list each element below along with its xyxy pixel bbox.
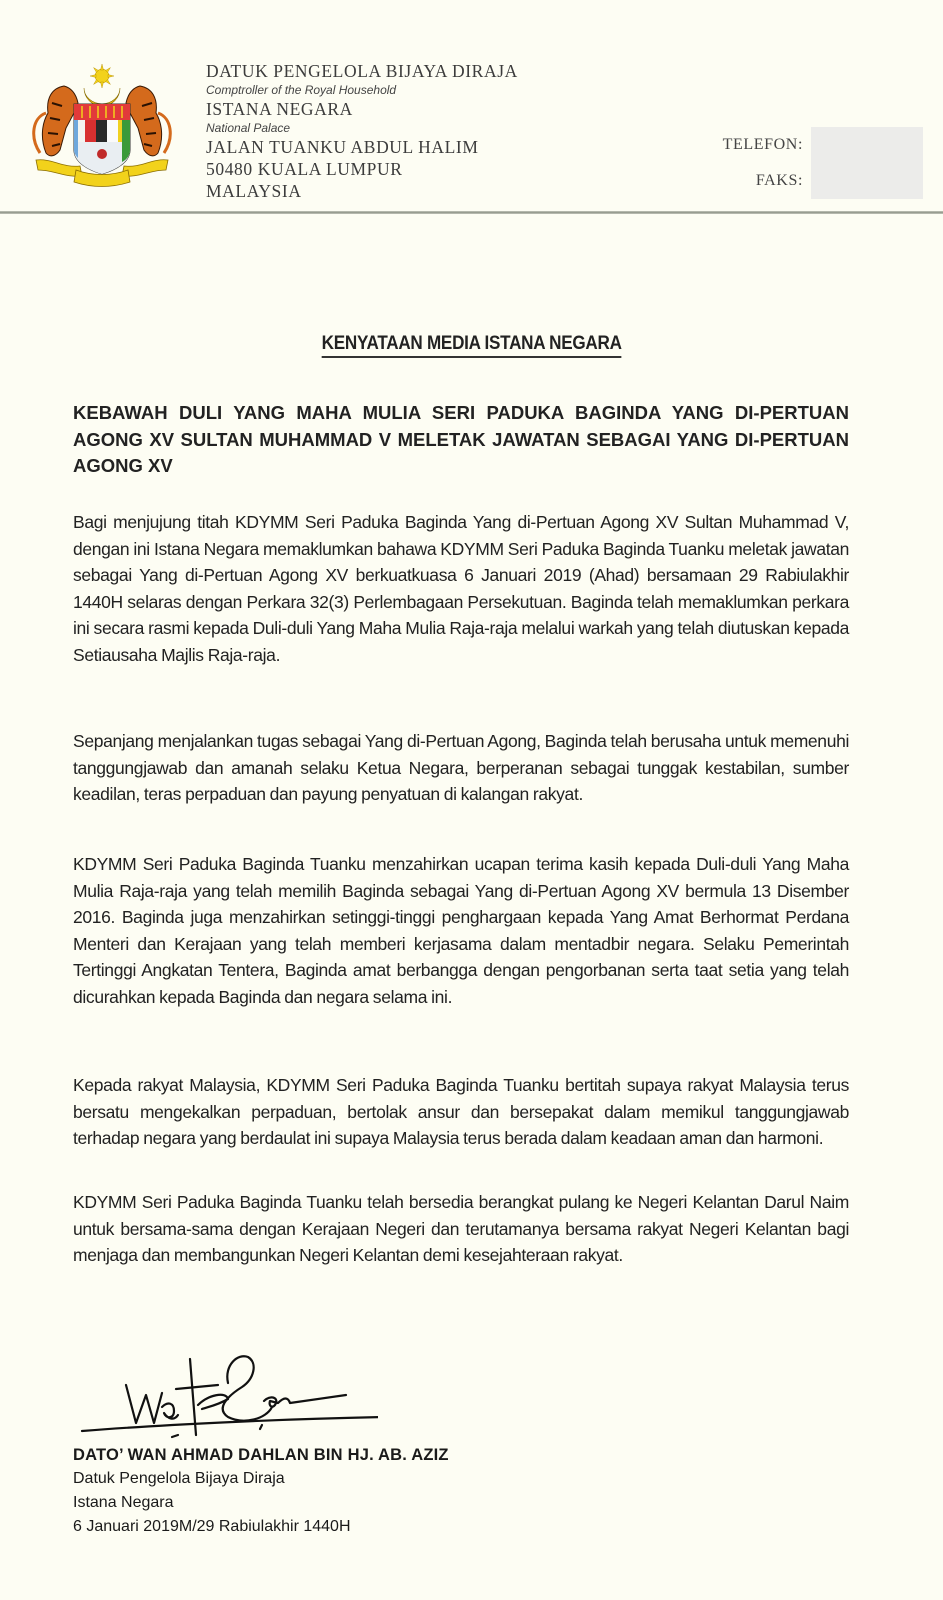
paragraph-3: KDYMM Seri Paduka Baginda Tuanku menzahirkan ucapan terima kasih kepada Duli-duli Yang Maha Mulia Raja-raja yang telah memilih Baginda sebagai Yang di-Pertuan Agong XV bermula 13 Disember 2016. Baginda juga menzahirkan setinggi-tinggi penghargaan kepada Yang Amat Berhormat Perdana Menteri dan Kerajaan yang telah memberi kerjasama dalam mentadbir negara. Selaku Pemerintah Tertinggi Angkatan Tentera, Baginda amat berbangga dengan pengorbanan serta taat setia yang telah dicurahkan kepada Baginda dan negara selama ini. <box>73 854 849 1007</box>
paragraph-1: Bagi menjujung titah KDYMM Seri Paduka Baginda Yang di-Pertuan Agong XV Sultan Muhammad V, dengan ini Istana Negara memaklumkan bahawa KDYMM Seri Paduka Baginda Tuanku meletak jawatan sebagai Yang di-Pertuan Agong XV berkuatkuasa 6 Januari 2019 (Ahad) bersamaan 29 Rabiulakhir 1440H selaras dengan Perkara 32(3) Perlembagaan Persekutuan. Baginda telah memaklumkan perkara ini secara rasmi kepada Duli-duli Yang Maha Mulia Raja-raja melalui warkah yang telah diutuskan kepada Setiausaha Majlis Raja-raja. <box>73 512 849 665</box>
signatory-office: Istana Negara <box>73 1494 174 1511</box>
letterhead-address <box>206 60 518 202</box>
letterhead <box>0 0 943 215</box>
coat-of-arms-icon <box>22 58 182 188</box>
palace-name: ISTANA NEGARA <box>206 99 353 119</box>
office-title-english: Comptroller of the Royal Household <box>206 83 397 97</box>
faks-row <box>623 163 923 199</box>
document-title-wrap <box>0 333 943 358</box>
paragraph-5: KDYMM Seri Paduka Baginda Tuanku telah bersedia berangkat pulang ke Negeri Kelantan Darul Naim untuk bersama-sama dengan Kerajaan Negeri dan terutamanya bersama rakyat Negeri Kelantan bagi menjaga dan membangunkan Negeri Kelantan demi kesejahteraan rakyat. <box>73 1192 849 1266</box>
document-title: KENYATAAN MEDIA ISTANA NEGARA <box>322 333 622 358</box>
signatory-name: DATO’ WAN AHMAD DAHLAN BIN HJ. AB. AZIZ <box>73 1446 449 1464</box>
headline: KEBAWAH DULI YANG MAHA MULIA SERI PADUKA BAGINDA YANG DI-PERTUAN AGONG XV SULTAN MUHAMMAD V MELETAK JAWATAN SEBAGAI YANG DI-PERTUAN AGONG XV <box>73 402 849 476</box>
contact-block <box>623 127 923 199</box>
address-city: 50480 KUALA LUMPUR <box>206 159 403 179</box>
telefon-row <box>623 127 923 163</box>
letterhead-divider <box>0 211 943 214</box>
address-country: MALAYSIA <box>206 181 302 201</box>
faks-label: FAKS: <box>755 172 803 189</box>
telefon-redacted <box>811 127 923 163</box>
office-title: DATUK PENGELOLA BIJAYA DIRAJA <box>206 61 518 81</box>
paragraph-2: Sepanjang menjalankan tugas sebagai Yang di-Pertuan Agong, Baginda telah berusaha untuk memenuhi tanggungjawab dan amanah selaku Ketua Negara, berperanan sebagai tunggak kestabilan, sumber keadilan, teras perpaduan dan payung penyatuan di kalangan rakyat. <box>73 731 849 805</box>
address-street: JALAN TUANKU ABDUL HALIM <box>206 137 479 157</box>
signatory-position: Datuk Pengelola Bijaya Diraja <box>73 1470 285 1487</box>
faks-redacted <box>811 163 923 199</box>
handwritten-signature <box>78 1345 378 1440</box>
paragraph-4: Kepada rakyat Malaysia, KDYMM Seri Paduka Baginda Tuanku bertitah supaya rakyat Malaysia terus bersatu mengekalkan perpaduan, bertolak ansur dan bersepakat dalam memikul tanggungjawab terhadap negara yang berdaulat ini supaya Malaysia terus berada dalam keadaan aman dan harmoni. <box>73 1075 849 1149</box>
palace-name-english: National Palace <box>206 121 291 135</box>
signatory-date: 6 Januari 2019M/29 Rabiulakhir 1440H <box>73 1518 351 1535</box>
telefon-label: TELEFON: <box>722 136 803 153</box>
signatory-block <box>73 1443 449 1539</box>
